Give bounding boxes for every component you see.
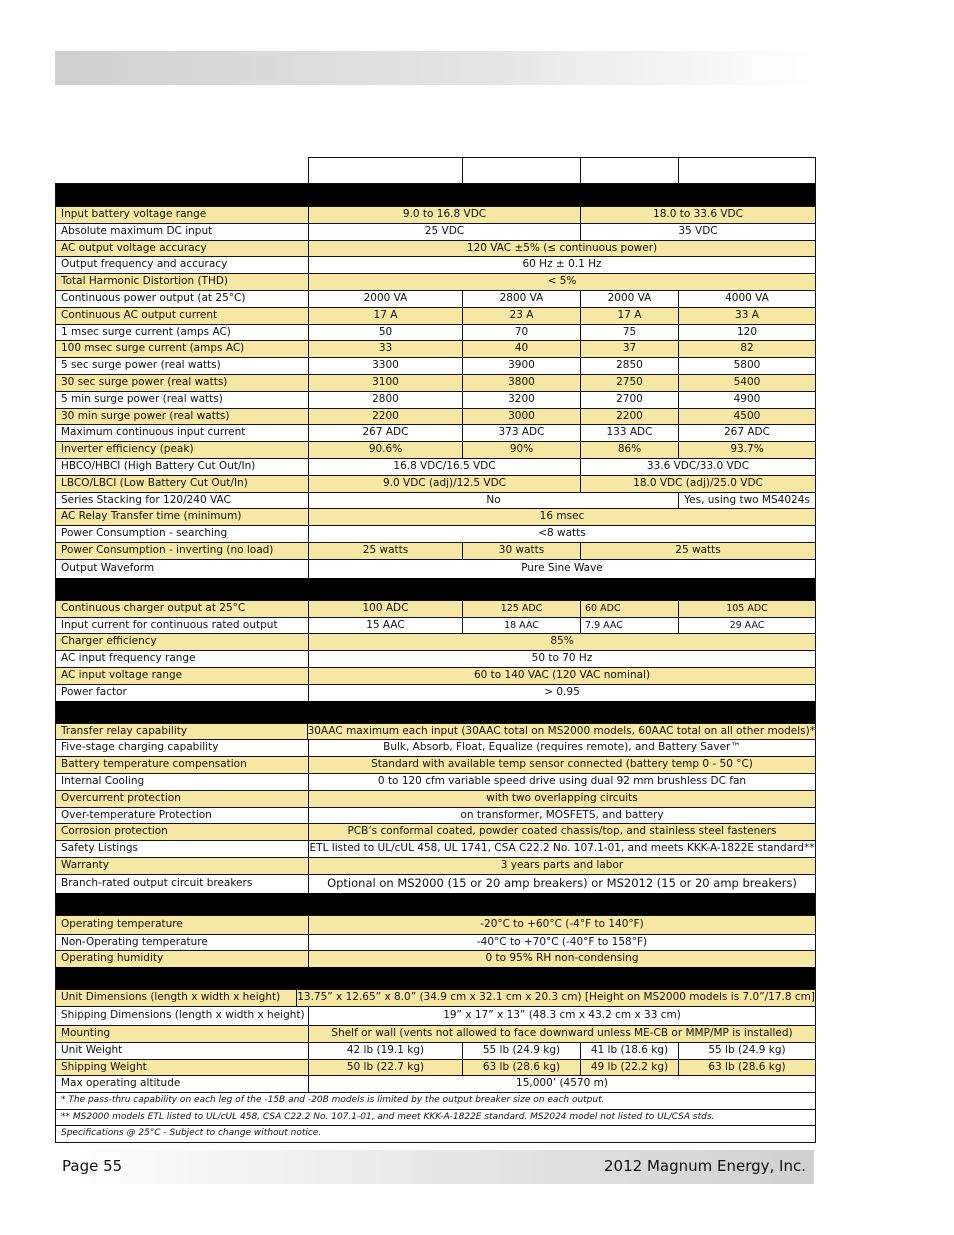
row-value: 37 <box>581 341 679 357</box>
row-label: Internal Cooling <box>56 774 309 790</box>
model-header-boxes <box>308 157 816 183</box>
table-row <box>56 739 815 756</box>
row-label: Power factor <box>56 685 309 701</box>
row-label: Inverter efficiency (peak) <box>56 442 309 458</box>
table-row <box>56 1059 815 1076</box>
model-header-2 <box>463 158 581 183</box>
row-value: 19” x 17” x 13” (48.3 cm x 43.2 cm x 33 cm) <box>443 1009 681 1022</box>
row-value: 29 AAC <box>729 619 765 631</box>
row-value: 3300 <box>309 358 463 374</box>
row-label: Shipping Dimensions (length x width x height) <box>56 1007 309 1025</box>
row-value: 2700 <box>581 392 679 408</box>
row-value: Pure Sine Wave <box>521 561 603 574</box>
table-row <box>56 950 815 967</box>
row-value: 63 lb (28.6 kg) <box>708 1060 786 1073</box>
row-value: 60 Hz ± 0.1 Hz <box>522 258 602 271</box>
row-label: Unit Dimensions (length x width x height) <box>56 990 297 1006</box>
row-value: with two overlapping circuits <box>486 791 638 804</box>
row-value: 15,000’ (4570 m) <box>516 1077 608 1090</box>
row-value: 75 <box>581 325 679 341</box>
row-value: 82 <box>740 342 754 355</box>
row-value: 86% <box>581 442 679 458</box>
table-row <box>56 1042 815 1059</box>
table-row <box>56 934 815 951</box>
section-header-charger <box>56 578 815 600</box>
row-label: 30 min surge power (real watts) <box>56 409 309 425</box>
row-label: AC input frequency range <box>56 651 309 667</box>
row-value: 93.7% <box>730 443 764 456</box>
row-value: 41 lb (18.6 kg) <box>581 1043 679 1059</box>
row-value: 3200 <box>463 392 581 408</box>
table-row <box>56 840 815 857</box>
row-value: Standard with available temp sensor connected (battery temp 0 - 50 °C) <box>371 758 753 771</box>
row-value: 267 ADC <box>724 426 770 439</box>
row-value: 133 ADC <box>581 425 679 441</box>
row-value: 30 watts <box>463 543 581 559</box>
company-name: 2012 Magnum Energy, Inc. <box>604 1157 806 1175</box>
table-row <box>56 857 815 874</box>
table-row <box>56 874 815 893</box>
row-value: 35 VDC <box>678 224 718 237</box>
row-value: 60 to 140 VAC (120 VAC nominal) <box>473 668 651 681</box>
row-value: 16 msec <box>539 510 585 523</box>
table-row <box>56 667 815 684</box>
row-value: 120 VAC ±5% (≤ continuous power) <box>466 241 658 254</box>
table-row <box>56 324 815 341</box>
table-row <box>56 408 815 425</box>
row-label: Total Harmonic Distortion (THD) <box>56 274 309 290</box>
table-row <box>56 756 815 773</box>
row-value: 2750 <box>581 375 679 391</box>
row-value: 4900 <box>733 392 761 405</box>
row-label: Power Consumption - inverting (no load) <box>56 543 309 559</box>
row-label: Battery temperature compensation <box>56 757 309 773</box>
row-label: Output Waveform <box>56 560 309 578</box>
row-value: 23 A <box>463 308 581 324</box>
page-number: Page 55 <box>62 1157 123 1175</box>
row-value: 100 ADC <box>309 601 463 617</box>
row-value: 120 <box>736 325 758 338</box>
table-row <box>56 206 815 223</box>
row-value: 7.9 AAC <box>581 618 679 634</box>
row-value: 2200 <box>309 409 463 425</box>
table-row <box>56 525 815 542</box>
row-label: Branch-rated output circuit breakers <box>56 875 309 893</box>
row-value: 5400 <box>733 375 761 388</box>
row-value: 2800 VA <box>463 291 581 307</box>
row-label: Input battery voltage range <box>56 207 309 223</box>
table-row <box>56 559 815 578</box>
table-row <box>56 240 815 257</box>
row-value: on transformer, MOSFETS, and battery <box>460 808 664 821</box>
row-label: Shipping Weight <box>56 1060 309 1076</box>
row-value: Shelf or wall (vents not allowed to face downward unless ME-CB or MMP/MP is installed) <box>331 1027 793 1040</box>
row-value: 105 ADC <box>726 602 768 614</box>
section-header-physical <box>56 967 815 989</box>
row-value: 18.0 VDC (adj)/25.0 VDC <box>633 476 763 489</box>
model-header-4 <box>679 158 815 183</box>
row-value: 2200 <box>581 409 679 425</box>
table-row <box>56 684 815 701</box>
table-row <box>56 441 815 458</box>
row-label: Continuous charger output at 25°C <box>56 601 309 617</box>
table-row <box>56 823 815 840</box>
row-value: 25 watts <box>309 543 463 559</box>
row-value: <8 watts <box>538 527 586 540</box>
row-value: 3000 <box>463 409 581 425</box>
row-value: > 0.95 <box>544 685 580 698</box>
row-value: 2800 <box>309 392 463 408</box>
row-value: 55 lb (24.9 kg) <box>463 1043 581 1059</box>
table-row <box>56 650 815 667</box>
table-row <box>56 357 815 374</box>
row-label: Absolute maximum DC input <box>56 224 309 240</box>
row-value: 55 lb (24.9 kg) <box>708 1043 786 1056</box>
row-value: 0 to 95% RH non-condensing <box>485 952 639 965</box>
row-value: 4000 VA <box>725 291 769 304</box>
row-label: 5 min surge power (real watts) <box>56 392 309 408</box>
row-value: 3 years parts and labor <box>500 858 624 871</box>
row-label: 100 msec surge current (amps AC) <box>56 341 309 357</box>
row-value: 40 <box>463 341 581 357</box>
row-label: 30 sec surge power (real watts) <box>56 375 309 391</box>
table-row <box>56 458 815 475</box>
row-value: 13.75” x 12.65” x 8.0” (34.9 cm x 32.1 cm x 20.3 cm) [Height on MS2000 models is 7.0”/17.8 cm] <box>297 991 815 1004</box>
model-header-3 <box>581 158 679 183</box>
row-value: 2000 VA <box>581 291 679 307</box>
table-row <box>56 290 815 307</box>
row-value: Optional on MS2000 (15 or 20 amp breakers) or MS2012 (15 or 20 amp breakers) <box>327 875 797 890</box>
row-value: 33 <box>309 341 463 357</box>
table-row <box>56 600 815 617</box>
row-value: 18.0 to 33.6 VDC <box>653 208 743 220</box>
spec-table <box>55 183 816 1143</box>
section-header-inverter <box>56 184 815 206</box>
table-row <box>56 807 815 824</box>
row-value: 70 <box>463 325 581 341</box>
table-row <box>56 773 815 790</box>
table-row <box>56 475 815 492</box>
row-label: Operating temperature <box>56 916 309 934</box>
table-row <box>56 542 815 559</box>
row-value: 50 to 70 Hz <box>531 652 593 665</box>
table-row <box>56 989 815 1006</box>
table-row <box>56 256 815 273</box>
row-label: Safety Listings <box>56 841 309 857</box>
row-value: 125 ADC <box>463 601 581 617</box>
row-label: Operating humidity <box>56 951 309 967</box>
row-value: 17 A <box>581 308 679 324</box>
table-row <box>56 374 815 391</box>
table-row <box>56 391 815 408</box>
table-row <box>56 723 815 740</box>
row-value: -20°C to +60°C (-4°F to 140°F) <box>480 917 644 930</box>
table-row <box>56 492 815 509</box>
row-label: Series Stacking for 120/240 VAC <box>56 493 309 509</box>
row-label: 1 msec surge current (amps AC) <box>56 325 309 341</box>
model-header-1 <box>309 158 463 183</box>
row-value: 17 A <box>309 308 463 324</box>
row-label: HBCO/HBCI (High Battery Cut Out/In) <box>56 459 309 475</box>
row-value: ETL listed to UL/cUL 458, UL 1741, CSA C22.2 No. 107.1-01, and meets KKK-A-1822E standard** <box>309 842 815 855</box>
footnote-1: * The pass-thru capability on each leg of the -15B and -20B models is limited by the output breaker size on each output. <box>56 1092 815 1109</box>
table-row <box>56 1006 815 1025</box>
section-header-general <box>56 701 815 723</box>
table-row <box>56 340 815 357</box>
row-label: 5 sec surge power (real watts) <box>56 358 309 374</box>
row-label: Continuous power output (at 25°C) <box>56 291 309 307</box>
row-label: AC Relay Transfer time (minimum) <box>56 509 309 525</box>
header-band <box>55 51 815 85</box>
row-value: 3900 <box>463 358 581 374</box>
row-label: Corrosion protection <box>56 824 309 840</box>
row-value: 2000 VA <box>309 291 463 307</box>
row-label: Mounting <box>56 1026 309 1042</box>
row-label: Non-Operating temperature <box>56 935 309 951</box>
row-value: 90% <box>463 442 581 458</box>
row-label: Power Consumption - searching <box>56 526 309 542</box>
row-value: 42 lb (19.1 kg) <box>309 1043 463 1059</box>
row-value: < 5% <box>547 275 577 288</box>
table-row <box>56 633 815 650</box>
row-value: PCB’s conformal coated, powder coated chassis/top, and stainless steel fasteners <box>347 825 777 838</box>
row-value: Yes, using two MS4024s <box>684 493 810 506</box>
row-value: 33 A <box>735 308 759 321</box>
row-value: 15 AAC <box>309 618 463 634</box>
row-label: Warranty <box>56 858 309 874</box>
row-value: 9.0 VDC (adj)/12.5 VDC <box>309 476 581 492</box>
row-value: 60 ADC <box>581 601 679 617</box>
row-value: 25 watts <box>675 543 721 556</box>
row-label: Input current for continuous rated output <box>56 618 309 634</box>
row-label: Overcurrent protection <box>56 791 309 807</box>
row-value: 90.6% <box>309 442 463 458</box>
row-value: 63 lb (28.6 kg) <box>463 1060 581 1076</box>
footnote-3: Specifications @ 25°C - Subject to change without notice. <box>56 1125 815 1142</box>
row-value: 2850 <box>581 358 679 374</box>
table-row <box>56 1025 815 1042</box>
row-value: 25 VDC <box>309 224 581 240</box>
row-value: 3100 <box>309 375 463 391</box>
row-value: 50 lb (22.7 kg) <box>309 1060 463 1076</box>
table-row <box>56 617 815 634</box>
row-value: 0 to 120 cfm variable speed drive using dual 92 mm brushless DC fan <box>377 774 747 787</box>
row-label: Five-stage charging capability <box>56 740 309 756</box>
row-label: Output frequency and accuracy <box>56 257 309 273</box>
row-value: 49 lb (22.2 kg) <box>581 1060 679 1076</box>
row-value: 4500 <box>733 409 761 422</box>
row-label: Max operating altitude <box>56 1076 309 1092</box>
row-label: Maximum continuous input current <box>56 425 309 441</box>
row-value: -40°C to +70°C (-40°F to 158°F) <box>476 935 648 948</box>
row-label: AC output voltage accuracy <box>56 241 309 257</box>
table-row <box>56 915 815 934</box>
footnote-2: ** MS2000 models ETL listed to UL/cUL 458, CSA C22.2 No. 107.1-01, and meet KKK-A-1822E standard. MS2024 model not listed to UL/CSA stds. <box>56 1109 815 1126</box>
table-row <box>56 307 815 324</box>
row-label: Unit Weight <box>56 1043 309 1059</box>
table-row <box>56 508 815 525</box>
table-row <box>56 1075 815 1092</box>
row-value: 85% <box>550 635 574 648</box>
row-label: Transfer relay capability <box>56 724 308 740</box>
row-value: 50 <box>309 325 463 341</box>
row-value: 18 AAC <box>463 618 581 634</box>
row-label: Charger efficiency <box>56 634 309 650</box>
row-value: 9.0 to 16.8 VDC <box>309 207 581 223</box>
row-value: No <box>309 493 679 509</box>
table-row <box>56 273 815 290</box>
row-value: 267 ADC <box>309 425 463 441</box>
row-value: Bulk, Absorb, Float, Equalize (requires remote), and Battery Saver™ <box>383 741 741 754</box>
row-label: LBCO/LBCI (Low Battery Cut Out/In) <box>56 476 309 492</box>
row-label: AC input voltage range <box>56 668 309 684</box>
row-label: Continuous AC output current <box>56 308 309 324</box>
row-value: 373 ADC <box>463 425 581 441</box>
table-row <box>56 424 815 441</box>
row-value: 30AAC maximum each input (30AAC total on MS2000 models, 60AAC total on all other models)* <box>307 724 815 737</box>
table-row <box>56 223 815 240</box>
row-value: 33.6 VDC/33.0 VDC <box>646 459 750 472</box>
section-header-environmental <box>56 893 815 915</box>
row-label: Over-temperature Protection <box>56 808 309 824</box>
row-value: 5800 <box>733 359 761 372</box>
row-value: 16.8 VDC/16.5 VDC <box>309 459 581 475</box>
row-value: 3800 <box>463 375 581 391</box>
table-row <box>56 790 815 807</box>
